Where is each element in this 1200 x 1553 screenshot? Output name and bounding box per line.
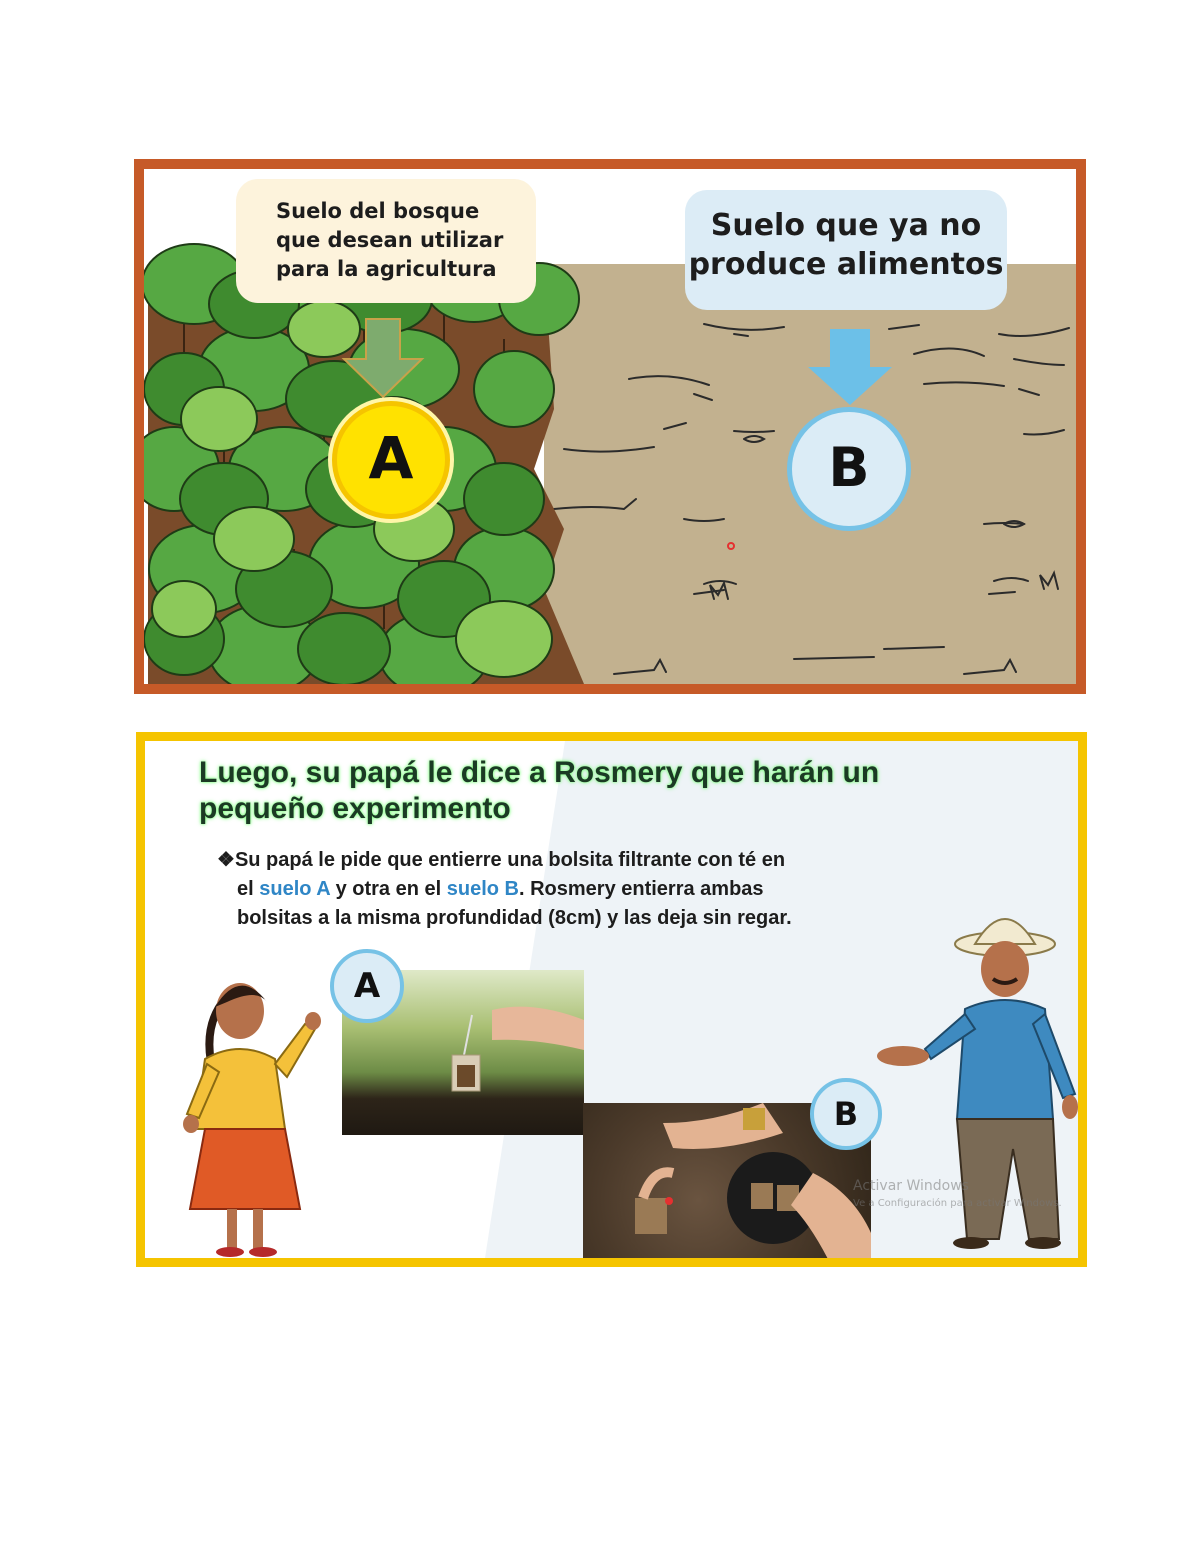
bullet-diamond-icon: ❖ <box>217 849 235 871</box>
callout-b-line: produce alimentos <box>688 247 1004 282</box>
slide-title <box>199 755 999 827</box>
bullet-text: el <box>237 878 260 900</box>
soil-b-highlight: suelo B <box>446 878 519 900</box>
forest-soil-callout <box>236 179 536 303</box>
soil-a-highlight: suelo A <box>259 878 331 900</box>
bullet-text: Su papá le pide que entierre una bolsita filtrante con té en <box>234 849 786 871</box>
title-line: Luego, su papá le dice a Rosmery que harán un <box>199 756 880 789</box>
marker-a: A <box>332 401 450 519</box>
bullet-line-2 <box>217 875 937 904</box>
marker-b: B <box>787 407 911 531</box>
bullet-text: . Rosmery entierra ambas <box>518 878 764 900</box>
bullet-text: y otra en el <box>330 878 447 900</box>
watermark-subtitle: Ve a Configuración para activar Windows. <box>853 1198 1062 1209</box>
watermark-title: Activar Windows <box>853 1178 969 1194</box>
experiment-slide <box>136 732 1087 1267</box>
forest-vs-soil-slide <box>134 159 1086 694</box>
windows-activation-watermark <box>853 1177 1062 1213</box>
bullet-line-3: bolsitas a la misma profundidad (8cm) y las deja sin regar. <box>237 907 792 929</box>
callout-a-line: que desean utilizar <box>276 228 504 252</box>
callout-a-line: Suelo del bosque <box>276 199 480 223</box>
callout-a-line: para la agricultura <box>276 257 497 281</box>
badge-a: A <box>330 949 404 1023</box>
callout-b-line: Suelo que ya no <box>710 208 982 243</box>
title-line: pequeño experimento <box>199 792 511 825</box>
girl-illustration <box>175 969 325 1267</box>
instruction-bullet <box>217 846 937 933</box>
badge-b: B <box>810 1078 882 1150</box>
bullet-line-1 <box>217 846 937 875</box>
barren-soil-callout <box>685 190 1007 310</box>
